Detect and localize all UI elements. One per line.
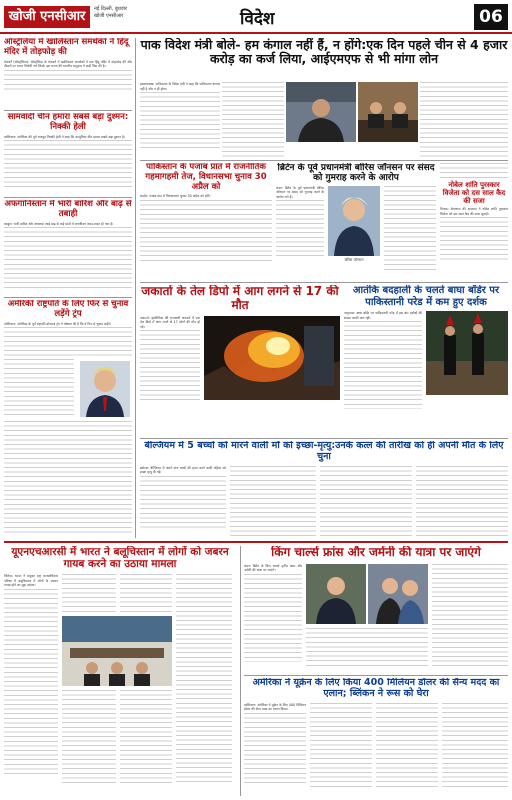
headline: यूएनएचआरसी में भारत ने बलूचिस्तान में लोगों को जबरन गायब करने का उठाया मामला xyxy=(11,546,229,571)
article-body: वाशिंगटन: अमेरिका की पूर्व राजदूत निक्की हेली ने कहा कि कम्युनिस्ट चीन हमारा सबसे बड़ा दुश्मन है। xyxy=(4,134,126,139)
text-block xyxy=(432,564,508,668)
king-charles-photo-1 xyxy=(306,564,366,624)
divider xyxy=(4,297,132,298)
text-block xyxy=(306,628,428,668)
text-block xyxy=(420,82,508,157)
text-block xyxy=(244,713,306,783)
text-block xyxy=(384,186,436,272)
article-boris-johnson xyxy=(276,163,436,279)
text-block xyxy=(4,421,132,535)
text-block xyxy=(140,92,220,152)
article-body: काबुल: भारी बारिश और अचानक आई बाढ़ से कई प्रांतों में जनजीवन अस्त-व्यस्त हो गया है। xyxy=(4,221,114,226)
text-block xyxy=(230,466,316,536)
headline: ऑस्ट्रेलिया में खालिस्तान समर्थकों ने हिंदू मंदिर में तोड़फोड़ की xyxy=(4,38,129,57)
publication-logo: खोजी एनसीआर xyxy=(4,6,90,28)
king-charles-photo-2 xyxy=(368,564,428,624)
article-body: इस्लामाबाद: पाकिस्तान के विदेश मंत्री ने कहा कि पाकिस्तान कंगाल नहीं है और न ही होगा। xyxy=(140,82,220,91)
article-punjab xyxy=(140,163,272,279)
headline: पाकिस्तान के पंजाब प्रांत में राजनीतिक गहमागहमी तेज, विधानसभा चुनाव 30 अप्रैल को xyxy=(145,163,267,192)
headline: पाक विदेश मंत्री बोले- हम कंगाल नहीं हैं, न होंगे:एक दिन पहले चीन से 4 हजार करोड़ का कर्ज लिया, आईएमएफ से भी मांगा लोन xyxy=(140,38,508,67)
text-block xyxy=(276,200,324,258)
unhrc-session-photo xyxy=(62,616,172,686)
text-block xyxy=(440,163,508,179)
dateline-line-2: खोजी एनसीआर xyxy=(94,13,124,19)
text-block xyxy=(440,217,508,263)
article-body: अमृतसर: बाघा बॉर्डर पर पाकिस्तानी परेड में इस बार दर्शकों की संख्या काफी कम रही। xyxy=(344,311,422,320)
text-block xyxy=(140,200,272,262)
page-number: 06 xyxy=(474,4,508,30)
article-china xyxy=(4,113,132,195)
article-afghanistan xyxy=(4,200,132,295)
article-us-ukraine-aid xyxy=(244,678,508,796)
text-block xyxy=(176,574,232,784)
divider xyxy=(140,282,508,283)
article-body: लंदन: ब्रिटेन के किंग चार्ल्स तृतीय फ्रांस और जर्मनी की यात्रा पर जाएंगे। xyxy=(244,563,302,573)
dateline-line-1: नई दिल्ली, बुधवार xyxy=(94,6,127,12)
headline: अमेरिका ने यूक्रेन के लिए किया 400 मिलियन डॉलर की सैन्य मदद का एलान; ब्लिंकन ने रूस को घेरा xyxy=(252,678,500,699)
divider xyxy=(4,110,132,111)
text-block xyxy=(4,70,132,92)
headline: अफगानिस्तान में भारी बारिश और बाढ़ से तबाही xyxy=(4,200,132,219)
text-block xyxy=(344,321,422,409)
article-unhrc xyxy=(4,546,236,800)
jakarta-fire-photo xyxy=(204,316,340,400)
dateline xyxy=(94,6,244,20)
text-block xyxy=(120,574,172,614)
text-block xyxy=(222,82,284,157)
article-body: लंदन: ब्रिटेन के पूर्व प्रधानमंत्री बोरिस जॉनसन पर संसद को गुमराह करने के आरोप लगे हैं। xyxy=(276,185,324,199)
article-body: ब्रसेल्स: बेल्जियम में अपने पांच बच्चों की हत्या करने वाली महिला को इच्छा मृत्यु दी गई। xyxy=(140,465,226,475)
headline: नोबेल शांति पुरस्कार विजेता को दस साल कैद की सजा xyxy=(442,181,506,206)
text-block xyxy=(4,327,132,357)
divider xyxy=(140,438,508,439)
masthead xyxy=(0,0,512,34)
wagah-parade-photo xyxy=(426,311,508,395)
article-jakarta-fire xyxy=(140,285,340,435)
photo-caption: बोरिस जॉनसन xyxy=(344,257,364,262)
divider xyxy=(244,675,508,676)
article-trump xyxy=(4,300,132,535)
article-body: वाशिंगटन: अमेरिका ने यूक्रेन के लिए 400 मिलियन डॉलर की सैन्य मदद का एलान किया। xyxy=(244,702,306,712)
trump-photo xyxy=(80,361,130,417)
article-pakistan-top xyxy=(140,38,508,80)
text-block xyxy=(376,703,438,789)
text-block xyxy=(140,476,226,528)
article-body: मिन्स्क: बेलारूस की अदालत ने नोबेल शांति पुरस्कार विजेता को दस साल कैद की सजा सुनाई। xyxy=(440,207,508,216)
text-block xyxy=(320,466,412,536)
headline: किंग चार्ल्स फ्रांस और जर्मनी की यात्रा पर जाएंगे xyxy=(271,546,481,559)
text-block xyxy=(416,466,508,536)
article-belgium xyxy=(140,441,508,539)
headline: बेल्जियम में 5 बच्चों को मारने वाली माँ को इच्छा-मृत्यु:उनके कत्ल की तारीख को ही अपनी मौत के लिए चुना xyxy=(144,441,504,462)
text-block xyxy=(62,690,116,784)
article-body: जिनेवा: भारत ने संयुक्त राष्ट्र मानवाधिकार परिषद में बलूचिस्तान में लोगों के जबरन गायब होने का मुद्दा उठाया। xyxy=(4,574,58,588)
article-nobel xyxy=(440,163,508,279)
headline: ब्रिटेन के पूर्व प्रधानमंत्री बोरिस जॉनसन पर संसद को गुमराह करने के आरोप xyxy=(277,163,435,184)
text-block xyxy=(442,703,508,789)
headline: जकार्ता के तेल डिपो में आग लगने से 17 की मौत xyxy=(141,285,339,312)
text-block xyxy=(140,330,200,402)
divider xyxy=(4,541,508,543)
article-australia xyxy=(4,38,132,108)
headline: आतंकि बदहाली के चलते बाघा बॉर्डर पर पाकिस्तानी परेड में कम हुए दर्शक xyxy=(352,285,500,308)
divider xyxy=(4,197,132,198)
text-block xyxy=(310,703,372,789)
text-block xyxy=(4,140,132,188)
article-wagah-border xyxy=(344,285,508,435)
article-body: मेलबर्न (ऑस्ट्रेलिया): ऑस्ट्रेलिया के मेलबर्न में खालिस्तान समर्थकों ने एक हिंदू मंदिर में तोड़फोड़ की और दीवारों पर भारत विरोधी नारे लिखे। इस घटना की भारतीय समुदाय ने कड़ी निंदा की है। xyxy=(4,59,132,69)
text-block xyxy=(62,574,116,614)
article-body: लाहौर: पंजाब प्रांत में विधानसभा चुनाव 30 अप्रैल को होंगे। xyxy=(140,194,211,199)
headline: सामवादी चीन हमारा सबसे बड़ा दुश्मन: निक्की हेली xyxy=(7,113,129,132)
pakistan-minister-photo xyxy=(286,82,356,142)
text-block xyxy=(244,574,302,662)
article-king-charles xyxy=(244,546,508,672)
column-divider xyxy=(240,546,241,796)
column-divider xyxy=(135,38,136,538)
text-block xyxy=(4,589,58,775)
text-block xyxy=(4,359,74,419)
text-block xyxy=(120,690,172,784)
divider xyxy=(140,160,508,161)
boris-johnson-photo xyxy=(328,186,380,256)
article-pakistan-body xyxy=(140,82,220,157)
section-title: विदेश xyxy=(240,9,275,29)
text-block xyxy=(4,227,132,289)
article-body: वाशिंगटन: अमेरिका के पूर्व राष्ट्रपति डोनाल्ड ट्रंप ने घोषणा की है कि वे फिर से चुनाव लड़ेंगे। xyxy=(4,321,112,326)
china-meeting-photo xyxy=(358,82,418,142)
headline: अमेरिकी राष्ट्रपति के लिए फिर से चुनाव लड़ेंगे ट्रंप xyxy=(7,300,129,319)
article-body: जकार्ता: इंडोनेशिया की राजधानी जकार्ता में एक तेल डिपो में आग लगने से 17 लोगों की मौत हो गई। xyxy=(140,315,200,329)
